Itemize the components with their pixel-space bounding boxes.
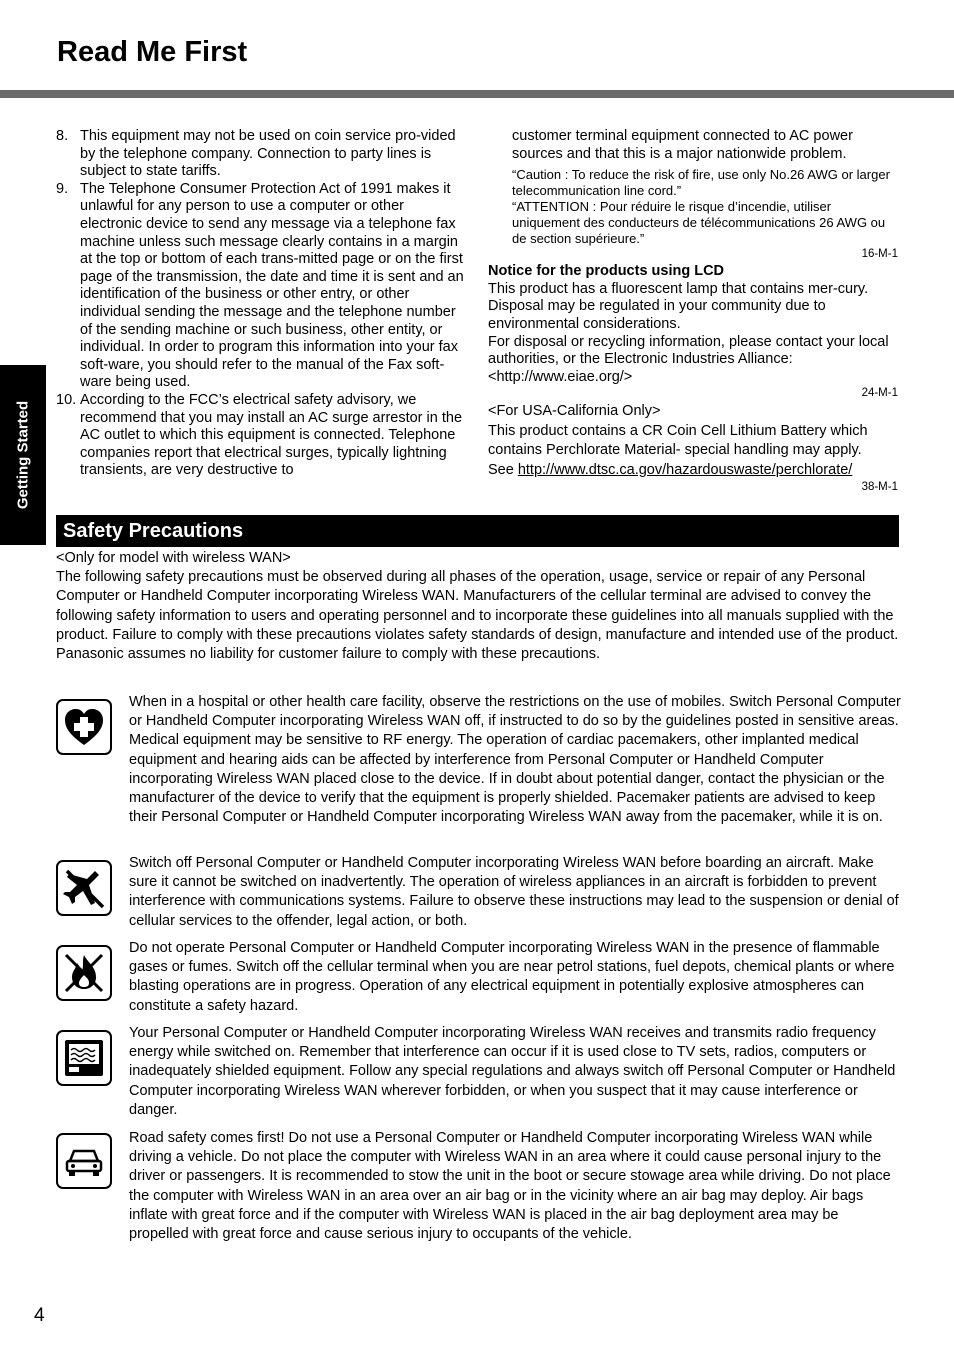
continuation-text: customer terminal equipment connected to AC power sources and that this is a major nationwide problem.: [512, 128, 853, 162]
intro-text: The following safety precautions must be observed during all phases of the operation, usage, service or repair of any Personal Computer or Handheld Computer incorporating Wireless WAN. Manufacturers of the cellular terminal are advised to convey the following safety information to users and operating personnel and to incorporate these guidelines into all manuals supplied with the product. Failure to comply with these precautions violates safety standards of design, manufacture and intended use of the product. Panasonic assumes no liability for customer failure to comply with these precautions.: [56, 569, 899, 663]
list-item-text: The Telephone Consumer Protection Act of 1991 makes it unlawful for any person to use a computer or other electronic device to send any message via a telephone fax machine unless such message clearly contains in a margin at the top or bottom of each trans-mitted page or on the first page of the transmission, the date and time it is sent and an identification of the business or other entry, or other individual sending the message and the telephone number of the sending machine or such business, other entity, or individual. In order to program this information into your fax soft-ware, you should refer to the manual of the Fax soft-ware being used.: [80, 180, 464, 391]
list-item-text: This equipment may not be used on coin service pro-vided by the telephone company. Connection to party lines is subject to state tariffs.: [80, 128, 456, 180]
see-label: See: [488, 461, 518, 478]
model-note: <Only for model with wireless WAN>: [56, 550, 291, 566]
section-title: Safety Precautions: [63, 519, 244, 542]
left-column: [56, 128, 468, 480]
safety-item-text: Switch off Personal Computer or Handheld Computer incorporating Wireless WAN before boarding an aircraft. Make sure it cannot be switched on inadvertently. The operation of wireless appliances in an aircraft is forbidden to prevent interference with communications systems. Failure to observe these instructions may lead to the suspension or denial of cellular services to the offender, legal action, or both.: [129, 855, 899, 929]
right-column: [488, 128, 898, 494]
safety-item-text: Your Personal Computer or Handheld Computer incorporating Wireless WAN receives and transmits radio frequency energy while switched on. Remember that interference can occur if it is used close to TV sets, radios, computers or inadequately shielded equipment. Follow any special regulations and always switch off Personal Computer or Handheld Computer incorporating Wireless WAN wherever forbidden, or when you suspect that it may cause interference or danger.: [129, 1025, 896, 1118]
caution-english: “Caution : To reduce the risk of fire, use only No.26 AWG or larger telecommunication line cord.”: [512, 167, 890, 199]
no-airplane-icon: [56, 860, 112, 916]
side-tab-label: Getting Started: [14, 400, 32, 510]
side-tab: [0, 365, 46, 545]
list-item-number: 9.: [56, 180, 69, 197]
car-icon: [56, 1133, 112, 1189]
safety-intro: [56, 549, 901, 664]
reference-code: 24-M-1: [861, 387, 898, 400]
reference-code: 38-M-1: [861, 480, 898, 493]
reference-code: 16-M-1: [861, 248, 898, 261]
list-item: [56, 181, 468, 392]
safety-item-text: Road safety comes first! Do not use a Personal Computer or Handheld Computer incorporating Wireless WAN while driving a vehicle. Do not place the computer with Wireless WAN in an area where it could cause personal injury to the driver or passengers. It is recommended to stow the unit in the boot or secure stowage area while driving. Do not place the computer with Wireless WAN in an area over an air bag or in the vicinity where an air bag may deploy. Air bags inflate with great force and if the computer with Wireless WAN is placed in the air bag deployment area may be propelled with great force and cause serious injury to occupants of the vehicle.: [129, 1130, 891, 1243]
lcd-notice-text: This product has a fluorescent lamp that contains mer-cury. Disposal may be regulated in your community due to environmental considerations.: [488, 280, 869, 332]
list-item: [56, 128, 468, 181]
lcd-recycling-text: For disposal or recycling information, please contact your local authorities, or the Electronic Industries Alliance: <http://www.eiae.org/>: [488, 333, 889, 385]
california-heading: <For USA-California Only>: [488, 403, 661, 420]
lcd-notice-heading: Notice for the products using LCD: [488, 263, 725, 280]
california-text: This product contains a CR Coin Cell Lithium Battery which contains Perchlorate Material- special handling may apply.: [488, 422, 868, 459]
list-item-number: 8.: [56, 128, 69, 144]
list-item-text: According to the FCC’s electrical safety advisory, we recommend that you may install an AC surge arrestor in the AC outlet to which this equipment is connected. Telephone companies report that electrical surges, typically lightning transients, are very destructive to: [80, 391, 463, 479]
medical-heart-icon: [56, 699, 112, 755]
flammable-fire-icon: [56, 945, 112, 1001]
perchlorate-link[interactable]: http://www.dtsc.ca.gov/hazardouswaste/perchlorate/: [517, 461, 853, 478]
safety-item-text: Do not operate Personal Computer or Handheld Computer incorporating Wireless WAN in the presence of flammable gases or fumes. Switch off the cellular terminal when you are near petrol stations, fuel depots, chemical plants or where blasting operations are in progress. Operation of any electrical equipment in potentially explosive atmospheres can constitute a safety hazard.: [129, 940, 895, 1014]
caution-french: “ATTENTION : Pour réduire le risque d’incendie, utiliser uniquement des conducteurs de télécommunications 26 AWG ou de section supérieure.”: [512, 199, 886, 247]
title-rule: [0, 90, 954, 98]
page-title: Read Me First: [57, 36, 248, 68]
list-item: [56, 392, 468, 480]
page-number: 4: [34, 1305, 45, 1326]
safety-item-text: When in a hospital or other health care facility, observe the restrictions on the use of mobiles. Switch Personal Computer or Handheld Computer incorporating Wireless WAN off, if instructed to do so by the guidelines posted in sensitive areas. Medical equipment may be sensitive to RF energy. The operation of cardiac pacemakers, other implanted medical equipment and hearing aids can be affected by interference from Personal Computer or Handheld Computer incorporating Wireless WAN placed close to the device. If in doubt about potential danger, contact the physician or the manufacturer of the device to verify that the equipment is properly shielded. Pacemaker patients are advised to keep their Personal Computer or Handheld Computer incorporating Wireless WAN away from the pacemaker, while it is on.: [129, 694, 901, 826]
california-see-line: [488, 461, 898, 480]
section-header: [56, 515, 899, 547]
list-item-number: 10.: [56, 391, 77, 408]
tv-interference-icon: [56, 1030, 112, 1086]
